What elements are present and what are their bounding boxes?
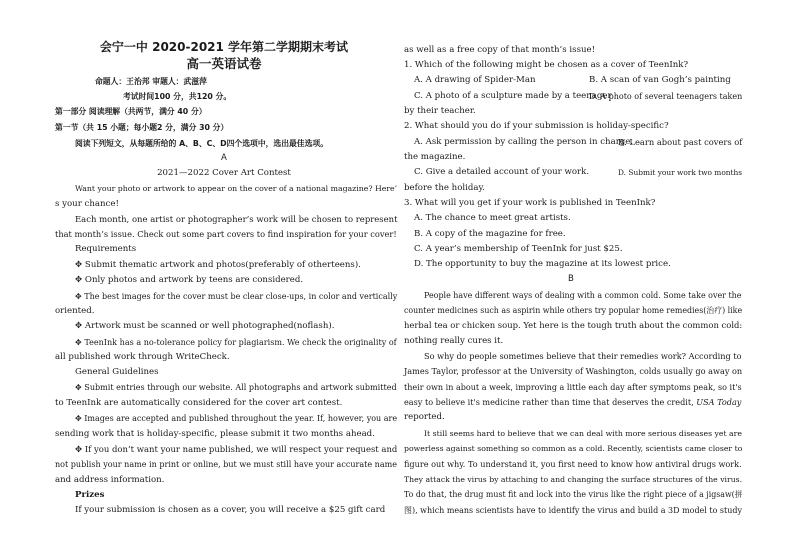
passage-b-line <box>404 397 741 408</box>
q1-option-c: C. A photo of a sculpture made by a teenager <box>414 91 612 101</box>
directions: 阅读下列短文，从每题所给的 A、B、C、D四个选项中，选出最佳选项。 <box>75 139 328 148</box>
usa-today: USA Today <box>696 397 742 407</box>
q1-option-d: D. A photo of several teenagers taken <box>589 92 743 101</box>
part-one-heading: 第一部分 阅读理解（共两节，满分 40 分） <box>55 107 207 116</box>
q1-option-d-cont: by their teacher. <box>404 106 476 116</box>
q3-option-c: C. A year’s membership of TeenInk for just $25. <box>414 244 623 254</box>
passage-b-line: So why do people sometimes believe that their remedies work? According to <box>424 351 742 361</box>
question-2: 2. What should you do if your submission is holiday-specific? <box>404 121 669 131</box>
passage-a-line: ✥ TeenInk has a no-tolerance policy for plagiarism. We check the originality of <box>75 338 397 347</box>
q2-option-c: C. Give a detailed account of your work. <box>414 167 590 177</box>
passage-a-line: not publish your name in print or online, but we must still have your accurate name <box>55 460 398 469</box>
passage-a-line: that month’s issue. Check out some part covers to find inspiration for your cover! <box>55 229 397 239</box>
exam-time: 考试时间100 分，共120 分。 <box>123 92 232 101</box>
q2-option-b-cont: the magazine. <box>404 152 466 162</box>
q2-option-b: B. Learn about past covers of <box>618 137 743 147</box>
passage-b-line: They attack the virus by attaching to and changing the surface structures of the virus. <box>404 475 743 484</box>
passage-b-line: It still seems hard to believe that we can deal with more serious diseases yet are <box>424 429 742 438</box>
exam-subtitle: 高一英语试卷 <box>186 56 262 71</box>
passage-b-line: herbal tea or chicken soup. Yet here is the tough truth about the common cold: <box>404 320 743 330</box>
exam-authors: 命题人：王治邦 审题人：武滋萍 <box>95 77 207 86</box>
passage-b-line: figure out why. To understand it, you first need to know how antiviral drugs work. <box>404 459 742 469</box>
passage-b-line: 图), which means scientists have to identify the virus and build a 3D model to study <box>404 506 742 515</box>
question-3: 3. What will you get if your work is published in TeenInk? <box>404 198 656 208</box>
passage-a-line: ✥ Submit thematic artwork and photos(preferably of otherteens). <box>75 260 361 270</box>
passage-a-line: General Guidelines <box>75 367 159 377</box>
passage-b-line: To do that, the drug must fit and lock into the virus like the right piece of a jigsaw(拼 <box>404 490 743 499</box>
passage-b-line: reported. <box>404 412 445 422</box>
prizes-heading: Prizes <box>75 490 105 500</box>
passage-a-line: If your submission is chosen as a cover, you will receive a $25 gift card <box>75 505 386 515</box>
passage-a-line: ✥ If you don’t want your name published, we will respect your request and <box>75 444 398 454</box>
passage-a-line: ✥ Images are accepted and published throughout the year. If, however, you are <box>75 414 398 423</box>
question-1: 1. Which of the following might be chosen as a cover of TeenInk? <box>404 60 689 70</box>
passage-b-line: their own in about a week, improving a little each day after symptoms peak, so it's <box>404 383 742 392</box>
passage-a-line: s your chance! <box>55 199 119 209</box>
passage-a-line: all published work through WriteCheck. <box>55 352 230 362</box>
passage-b-line: James Taylor, professor at the University of Washington, colds usually go away on <box>404 366 743 376</box>
passage-a-label: A <box>221 153 227 163</box>
passage-a-line: Want your photo or artwork to appear on the cover of a national magazine? Here’ <box>75 184 398 193</box>
passage-a-line: oriented. <box>55 306 95 316</box>
q3-option-d: D. The opportunity to buy the magazine at its lowest price. <box>414 259 671 269</box>
q2-option-d: D. Submit your work two months <box>618 168 743 177</box>
q2-option-a: A. Ask permission by calling the person in charge. <box>414 137 634 147</box>
passage-b-label: B <box>568 274 574 284</box>
passage-b-line: nothing really cures it. <box>404 336 504 346</box>
q2-option-d-cont: before the holiday. <box>404 183 485 193</box>
passage-a-line: ✥ Only photos and artwork by teens are considered. <box>75 275 304 285</box>
passage-b-line: People have different ways of dealing with a common cold. Some take over the <box>424 291 742 300</box>
q1-option-a: A. A drawing of Spider-Man <box>414 75 536 85</box>
passage-a-line: ✥ Artwork must be scanned or well photographed(noflash). <box>75 321 335 331</box>
passage-a-line: and address information. <box>55 475 165 485</box>
passage-a-line: Each month, one artist or photographer’s work will be chosen to represent <box>75 214 398 224</box>
passage-a-line: Requirements <box>75 244 137 254</box>
passage-a-end: as well as a free copy of that month’s issue! <box>404 45 596 55</box>
q3-option-a: A. The chance to meet great artists. <box>414 213 571 223</box>
exam-title: 会宁一中 2020-2021 学年第二学期期末考试 <box>99 40 349 54</box>
passage-b-line-text: easy to believe it's medicine rather than time that deserves the credit, <box>404 397 694 407</box>
passage-b-line: powerless against something so common as a cold. Recently, scientists came closer to <box>404 444 743 453</box>
passage-a-title: 2021—2022 Cover Art Contest <box>157 168 291 178</box>
q3-option-b: B. A copy of the magazine for free. <box>414 229 566 239</box>
section-one-heading: 第一节（共 15 小题；每小题2 分，满分 30 分） <box>55 123 229 132</box>
passage-a-line: ✥ The best images for the cover must be clear close-ups, in color and vertically <box>75 292 398 301</box>
passage-b-line: counter medicines such as aspirin while others try popular home remedies(治疗) like <box>404 306 743 315</box>
passage-a-line: ✥ Submit entries through our website. All photographs and artwork submitted <box>75 383 397 392</box>
q1-option-b: B. A scan of van Gogh’s painting <box>589 75 731 85</box>
passage-a-line: sending work that is holiday-specific, please submit it two months ahead. <box>55 429 375 439</box>
passage-a-line: to TeenInk are automatically considered for the cover art contest. <box>55 398 343 408</box>
